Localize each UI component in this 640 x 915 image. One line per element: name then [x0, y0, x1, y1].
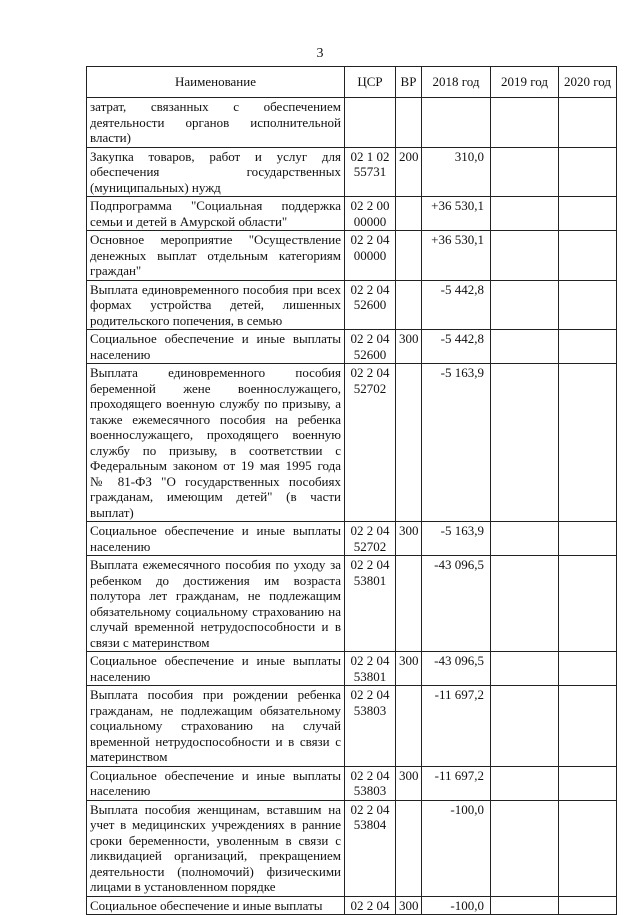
cell-csr: 02 2 04 — [345, 896, 396, 915]
cell-name: Выплата единовременного пособия беременной жене военнослужащего, проходящего военную службу по призыву, а также ежемесячного пособия на ребенка военнослужащего, проходящего военную службу по призыву, в соответствии с Федеральным законом от 19 мая 1995 года № 81-ФЗ "О государственных пособиях гражданам, имеющим детей" (в части выплат) — [87, 364, 345, 522]
cell-vr — [396, 556, 422, 652]
cell-y2020 — [559, 231, 617, 281]
cell-y2018: -5 163,9 — [422, 364, 491, 522]
cell-csr: 02 2 00 00000 — [345, 197, 396, 231]
cell-y2020 — [559, 147, 617, 197]
cell-y2018 — [422, 98, 491, 148]
cell-y2019 — [491, 522, 559, 556]
header-vr: ВР — [396, 67, 422, 98]
cell-y2020 — [559, 800, 617, 896]
cell-y2019 — [491, 147, 559, 197]
cell-name: Социальное обеспечение и иные выплаты — [87, 896, 345, 915]
cell-y2018: 310,0 — [422, 147, 491, 197]
cell-y2018: -5 442,8 — [422, 280, 491, 330]
table-body — [87, 98, 617, 915]
table-row — [87, 231, 617, 281]
cell-csr: 02 2 04 53804 — [345, 800, 396, 896]
cell-y2020 — [559, 98, 617, 148]
cell-name: Социальное обеспечение и иные выплаты населению — [87, 766, 345, 800]
cell-y2019 — [491, 280, 559, 330]
cell-vr — [396, 364, 422, 522]
cell-y2019 — [491, 766, 559, 800]
cell-y2019 — [491, 197, 559, 231]
table-row — [87, 147, 617, 197]
cell-name: затрат, связанных с обеспечением деятельности органов исполнительной власти) — [87, 98, 345, 148]
header-2020: 2020 год — [559, 67, 617, 98]
cell-csr: 02 2 04 53801 — [345, 652, 396, 686]
cell-y2019 — [491, 364, 559, 522]
cell-csr: 02 2 04 52600 — [345, 330, 396, 364]
table-row — [87, 330, 617, 364]
cell-vr — [396, 280, 422, 330]
table-row — [87, 364, 617, 522]
cell-csr: 02 2 04 52600 — [345, 280, 396, 330]
table-row — [87, 800, 617, 896]
cell-csr: 02 2 04 00000 — [345, 231, 396, 281]
header-2019: 2019 год — [491, 67, 559, 98]
cell-y2018: -11 697,2 — [422, 766, 491, 800]
cell-y2018: -5 442,8 — [422, 330, 491, 364]
cell-y2019 — [491, 800, 559, 896]
cell-y2019 — [491, 231, 559, 281]
cell-vr: 300 — [396, 766, 422, 800]
cell-y2020 — [559, 522, 617, 556]
cell-y2018: +36 530,1 — [422, 197, 491, 231]
cell-vr: 300 — [396, 330, 422, 364]
table-row — [87, 766, 617, 800]
cell-y2019 — [491, 330, 559, 364]
cell-y2018: -43 096,5 — [422, 556, 491, 652]
page-number: 3 — [316, 46, 324, 61]
cell-name: Социальное обеспечение и иные выплаты населению — [87, 522, 345, 556]
cell-name: Подпрограмма "Социальная поддержка семьи и детей в Амурской области" — [87, 197, 345, 231]
table-row — [87, 652, 617, 686]
cell-y2020 — [559, 686, 617, 767]
budget-table — [86, 66, 617, 915]
table-row — [87, 197, 617, 231]
header-name: Наименование — [87, 67, 345, 98]
table-row — [87, 98, 617, 148]
cell-name: Закупка товаров, работ и услуг для обеспечения государственных (муниципальных) нужд — [87, 147, 345, 197]
cell-y2019 — [491, 556, 559, 652]
cell-vr — [396, 98, 422, 148]
cell-vr — [396, 686, 422, 767]
cell-name: Основное мероприятие "Осуществление денежных выплат отдельным категориям граждан" — [87, 231, 345, 281]
cell-y2020 — [559, 364, 617, 522]
cell-y2019 — [491, 896, 559, 915]
cell-csr: 02 1 02 55731 — [345, 147, 396, 197]
table-row — [87, 522, 617, 556]
cell-y2020 — [559, 197, 617, 231]
cell-csr: 02 2 04 53803 — [345, 766, 396, 800]
cell-y2019 — [491, 652, 559, 686]
cell-name: Выплата пособия при рождении ребенка гражданам, не подлежащим обязательному социальному страхованию на случай временной нетрудоспособности и в связи с материнством — [87, 686, 345, 767]
cell-csr: 02 2 04 52702 — [345, 522, 396, 556]
cell-vr: 300 — [396, 652, 422, 686]
cell-vr — [396, 231, 422, 281]
table-row — [87, 280, 617, 330]
table-row — [87, 896, 617, 915]
cell-y2018: -100,0 — [422, 896, 491, 915]
table-row — [87, 686, 617, 767]
cell-csr — [345, 98, 396, 148]
header-csr: ЦСР — [345, 67, 396, 98]
cell-csr: 02 2 04 53803 — [345, 686, 396, 767]
cell-name: Социальное обеспечение и иные выплаты населению — [87, 330, 345, 364]
cell-y2020 — [559, 766, 617, 800]
cell-y2018: -100,0 — [422, 800, 491, 896]
cell-y2020 — [559, 330, 617, 364]
cell-vr: 300 — [396, 896, 422, 915]
cell-name: Выплата ежемесячного пособия по уходу за ребенком до достижения им возраста полутора лет гражданам, не подлежащим обязательному социальному страхованию на случай временной нетрудоспособности и в связи с материнством — [87, 556, 345, 652]
cell-y2020 — [559, 280, 617, 330]
cell-y2018: -11 697,2 — [422, 686, 491, 767]
table-header-row — [87, 67, 617, 98]
cell-csr: 02 2 04 53801 — [345, 556, 396, 652]
cell-y2018: -5 163,9 — [422, 522, 491, 556]
cell-name: Социальное обеспечение и иные выплаты населению — [87, 652, 345, 686]
cell-vr — [396, 197, 422, 231]
cell-vr: 300 — [396, 522, 422, 556]
header-2018: 2018 год — [422, 67, 491, 98]
cell-y2019 — [491, 686, 559, 767]
cell-name: Выплата единовременного пособия при всех формах устройства детей, лишенных родительского попечения, в семью — [87, 280, 345, 330]
cell-y2020 — [559, 652, 617, 686]
cell-y2018: +36 530,1 — [422, 231, 491, 281]
cell-y2018: -43 096,5 — [422, 652, 491, 686]
cell-vr — [396, 800, 422, 896]
cell-csr: 02 2 04 52702 — [345, 364, 396, 522]
table-row — [87, 556, 617, 652]
cell-y2019 — [491, 98, 559, 148]
cell-name: Выплата пособия женщинам, вставшим на учет в медицинских учреждениях в ранние сроки беременности, уволенным в связи с ликвидацией организаций, прекращением деятельности (полномочий) физическими лицами в установленном порядке — [87, 800, 345, 896]
cell-vr: 200 — [396, 147, 422, 197]
cell-y2020 — [559, 896, 617, 915]
cell-y2020 — [559, 556, 617, 652]
